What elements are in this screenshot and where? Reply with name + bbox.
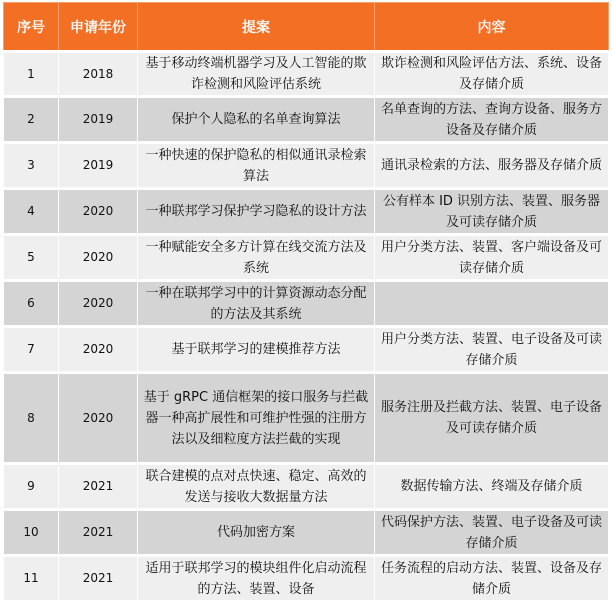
cell-year: 2020 <box>59 189 138 235</box>
cell-proposal: 基于移动终端机器学习及人工智能的欺诈检测和风险评估系统 <box>138 52 375 97</box>
table-row <box>4 556 609 601</box>
cell-year: 2018 <box>59 52 138 97</box>
cell-year: 2020 <box>59 327 138 373</box>
cell-year: 2020 <box>59 281 138 327</box>
cell-content: 任务流程的启动方法、装置、设备及存储介质 <box>375 556 609 601</box>
table-header <box>4 3 609 52</box>
cell-content: 用户分类方法、装置、电子设备及可读存储介质 <box>375 327 609 373</box>
header-proposal: 提案 <box>138 3 375 52</box>
cell-proposal: 基于联邦学习的建模推荐方法 <box>138 327 375 373</box>
cell-num: 2 <box>4 97 59 143</box>
table-row <box>4 52 609 97</box>
table-row <box>4 510 609 556</box>
cell-content: 通讯录检索的方法、服务器及存储介质 <box>375 143 609 189</box>
table-row <box>4 464 609 510</box>
table-body <box>4 52 609 601</box>
table-row <box>4 143 609 189</box>
header-content: 内容 <box>375 3 609 52</box>
cell-year: 2021 <box>59 556 138 601</box>
cell-proposal: 基于 gRPC 通信框架的接口服务与拦截器一种高扩展性和可维护性强的注册方法以及细粒度方法拦截的实现 <box>138 373 375 464</box>
cell-content: 代码保护方法、装置、电子设备及可读存储介质 <box>375 510 609 556</box>
cell-num: 8 <box>4 373 59 464</box>
table-row <box>4 373 609 464</box>
cell-year: 2019 <box>59 97 138 143</box>
header-year: 申请年份 <box>59 3 138 52</box>
cell-content: 服务注册及拦截方法、装置、电子设备及可读存储介质 <box>375 373 609 464</box>
table-row <box>4 235 609 281</box>
cell-num: 6 <box>4 281 59 327</box>
table-row <box>4 327 609 373</box>
header-row <box>4 3 609 52</box>
cell-content: 用户分类方法、装置、客户端设备及可读存储介质 <box>375 235 609 281</box>
cell-year: 2021 <box>59 510 138 556</box>
cell-proposal: 联合建模的点对点快速、稳定、高效的发送与接收大数据量方法 <box>138 464 375 510</box>
cell-num: 1 <box>4 52 59 97</box>
table-row <box>4 189 609 235</box>
cell-num: 3 <box>4 143 59 189</box>
cell-content: 欺诈检测和风险评估方法、系统、设备及存储介质 <box>375 52 609 97</box>
cell-proposal: 一种联邦学习保护学习隐私的设计方法 <box>138 189 375 235</box>
cell-proposal: 代码加密方案 <box>138 510 375 556</box>
cell-num: 9 <box>4 464 59 510</box>
table-row <box>4 97 609 143</box>
header-num: 序号 <box>4 3 59 52</box>
cell-year: 2020 <box>59 373 138 464</box>
cell-year: 2021 <box>59 464 138 510</box>
cell-year: 2020 <box>59 235 138 281</box>
cell-proposal: 适用于联邦学习的模块组件化启动流程的方法、装置、设备 <box>138 556 375 601</box>
cell-proposal: 一种在联邦学习中的计算资源动态分配的方法及其系统 <box>138 281 375 327</box>
patent-table <box>3 2 609 601</box>
cell-content <box>375 281 609 327</box>
cell-num: 10 <box>4 510 59 556</box>
cell-content: 数据传输方法、终端及存储介质 <box>375 464 609 510</box>
cell-proposal: 一种赋能安全多方计算在线交流方法及系统 <box>138 235 375 281</box>
table-row <box>4 281 609 327</box>
cell-num: 11 <box>4 556 59 601</box>
cell-num: 4 <box>4 189 59 235</box>
cell-year: 2019 <box>59 143 138 189</box>
cell-num: 7 <box>4 327 59 373</box>
cell-proposal: 一种快速的保护隐私的相似通讯录检索算法 <box>138 143 375 189</box>
cell-num: 5 <box>4 235 59 281</box>
cell-proposal: 保护个人隐私的名单查询算法 <box>138 97 375 143</box>
cell-content: 公有样本 ID 识别方法、装置、服务器及可读存储介质 <box>375 189 609 235</box>
cell-content: 名单查询的方法、查询方设备、服务方设备及存储介质 <box>375 97 609 143</box>
